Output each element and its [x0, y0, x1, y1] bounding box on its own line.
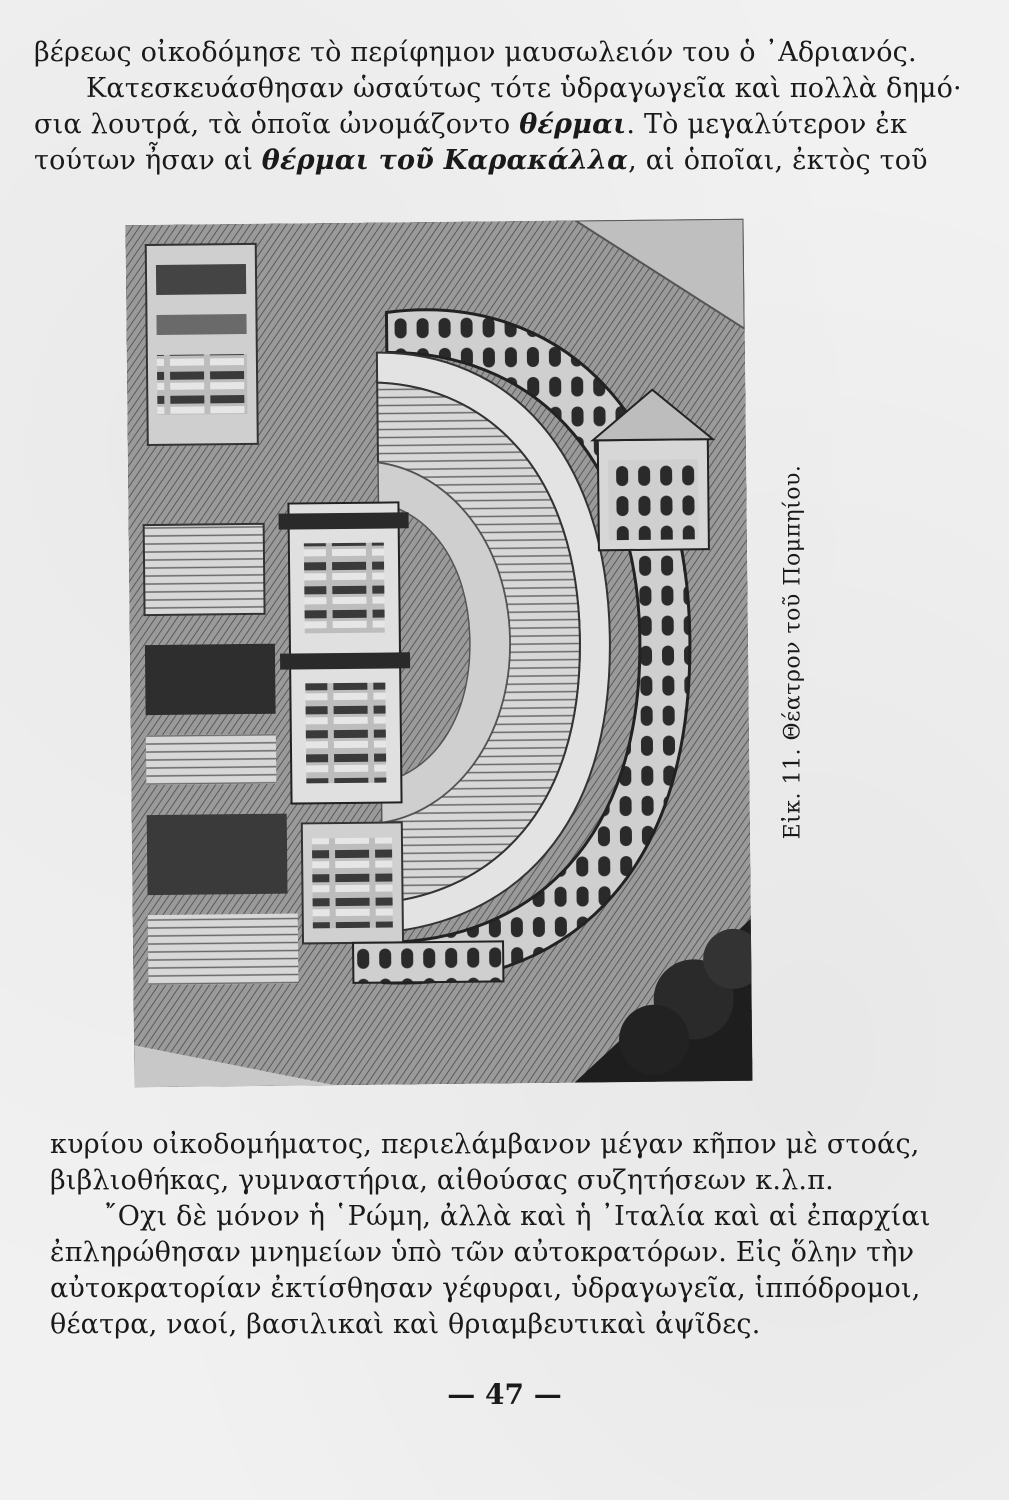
- paragraph-line: αὐτοκρατορίαν ἐκτίσθησαν γέφυραι, ὑδραγωγεῖα, ἱππόδρομοι,: [50, 1273, 921, 1304]
- text-segment: σια λουτρά, τὰ ὁποῖα ὠνομάζοντο: [34, 109, 520, 140]
- caption-text: Εἰκ. 11. Θέατρον τοῦ Πομπηίου.: [780, 464, 806, 840]
- paragraph-line: Κατεσκευάσθησαν ὡσαύτως τότε ὑδραγωγεῖα καὶ πολλὰ δημό·: [86, 73, 962, 104]
- paragraph-line: [34, 108, 907, 142]
- emphasized-term: θέρμαι τοῦ Καρακάλλα: [261, 145, 629, 176]
- page-number: — 47 —: [447, 1378, 562, 1411]
- emphasized-term: θέρμαι: [519, 109, 627, 140]
- theatre-drawing: [126, 219, 753, 1087]
- theatre-illustration: [126, 219, 753, 1087]
- paragraph-line: βέρεως οἰκοδόμησε τὸ περίφημον μαυσωλειόν του ὁ ᾿Αδριανός.: [34, 37, 917, 68]
- paragraph-line: βιβλιοθήκας, γυμναστήρια, αἰθούσας συζητήσεων κ.λ.π.: [50, 1165, 834, 1196]
- text-segment: , αἱ ὁποῖαι, ἐκτὸς τοῦ: [628, 145, 928, 176]
- paragraph-line: ῎Οχι δὲ μόνον ἡ ῾Ρώμη, ἀλλὰ καὶ ἡ ᾿Ιταλία καὶ αἱ ἐπαρχίαι: [104, 1201, 931, 1232]
- paragraph-line: κυρίου οἰκοδομήματος, περιελάμβανον μέγαν κῆπον μὲ στοάς,: [50, 1129, 920, 1160]
- paragraph-line: [34, 144, 928, 178]
- text-segment: . Τὸ μεγαλύτερον ἐκ: [626, 109, 908, 140]
- figure-caption: [758, 462, 828, 842]
- paragraph-line: θέατρα, ναοί, βασιλικαὶ καὶ θριαμβευτικαὶ ἀψῖδες.: [50, 1309, 761, 1340]
- text-segment: τούτων ἦσαν αἱ: [34, 145, 262, 176]
- paragraph-line: ἐπληρώθησαν μνημείων ὑπὸ τῶν αὐτοκρατόρων. Εἰς ὅλην τὴν: [50, 1237, 915, 1268]
